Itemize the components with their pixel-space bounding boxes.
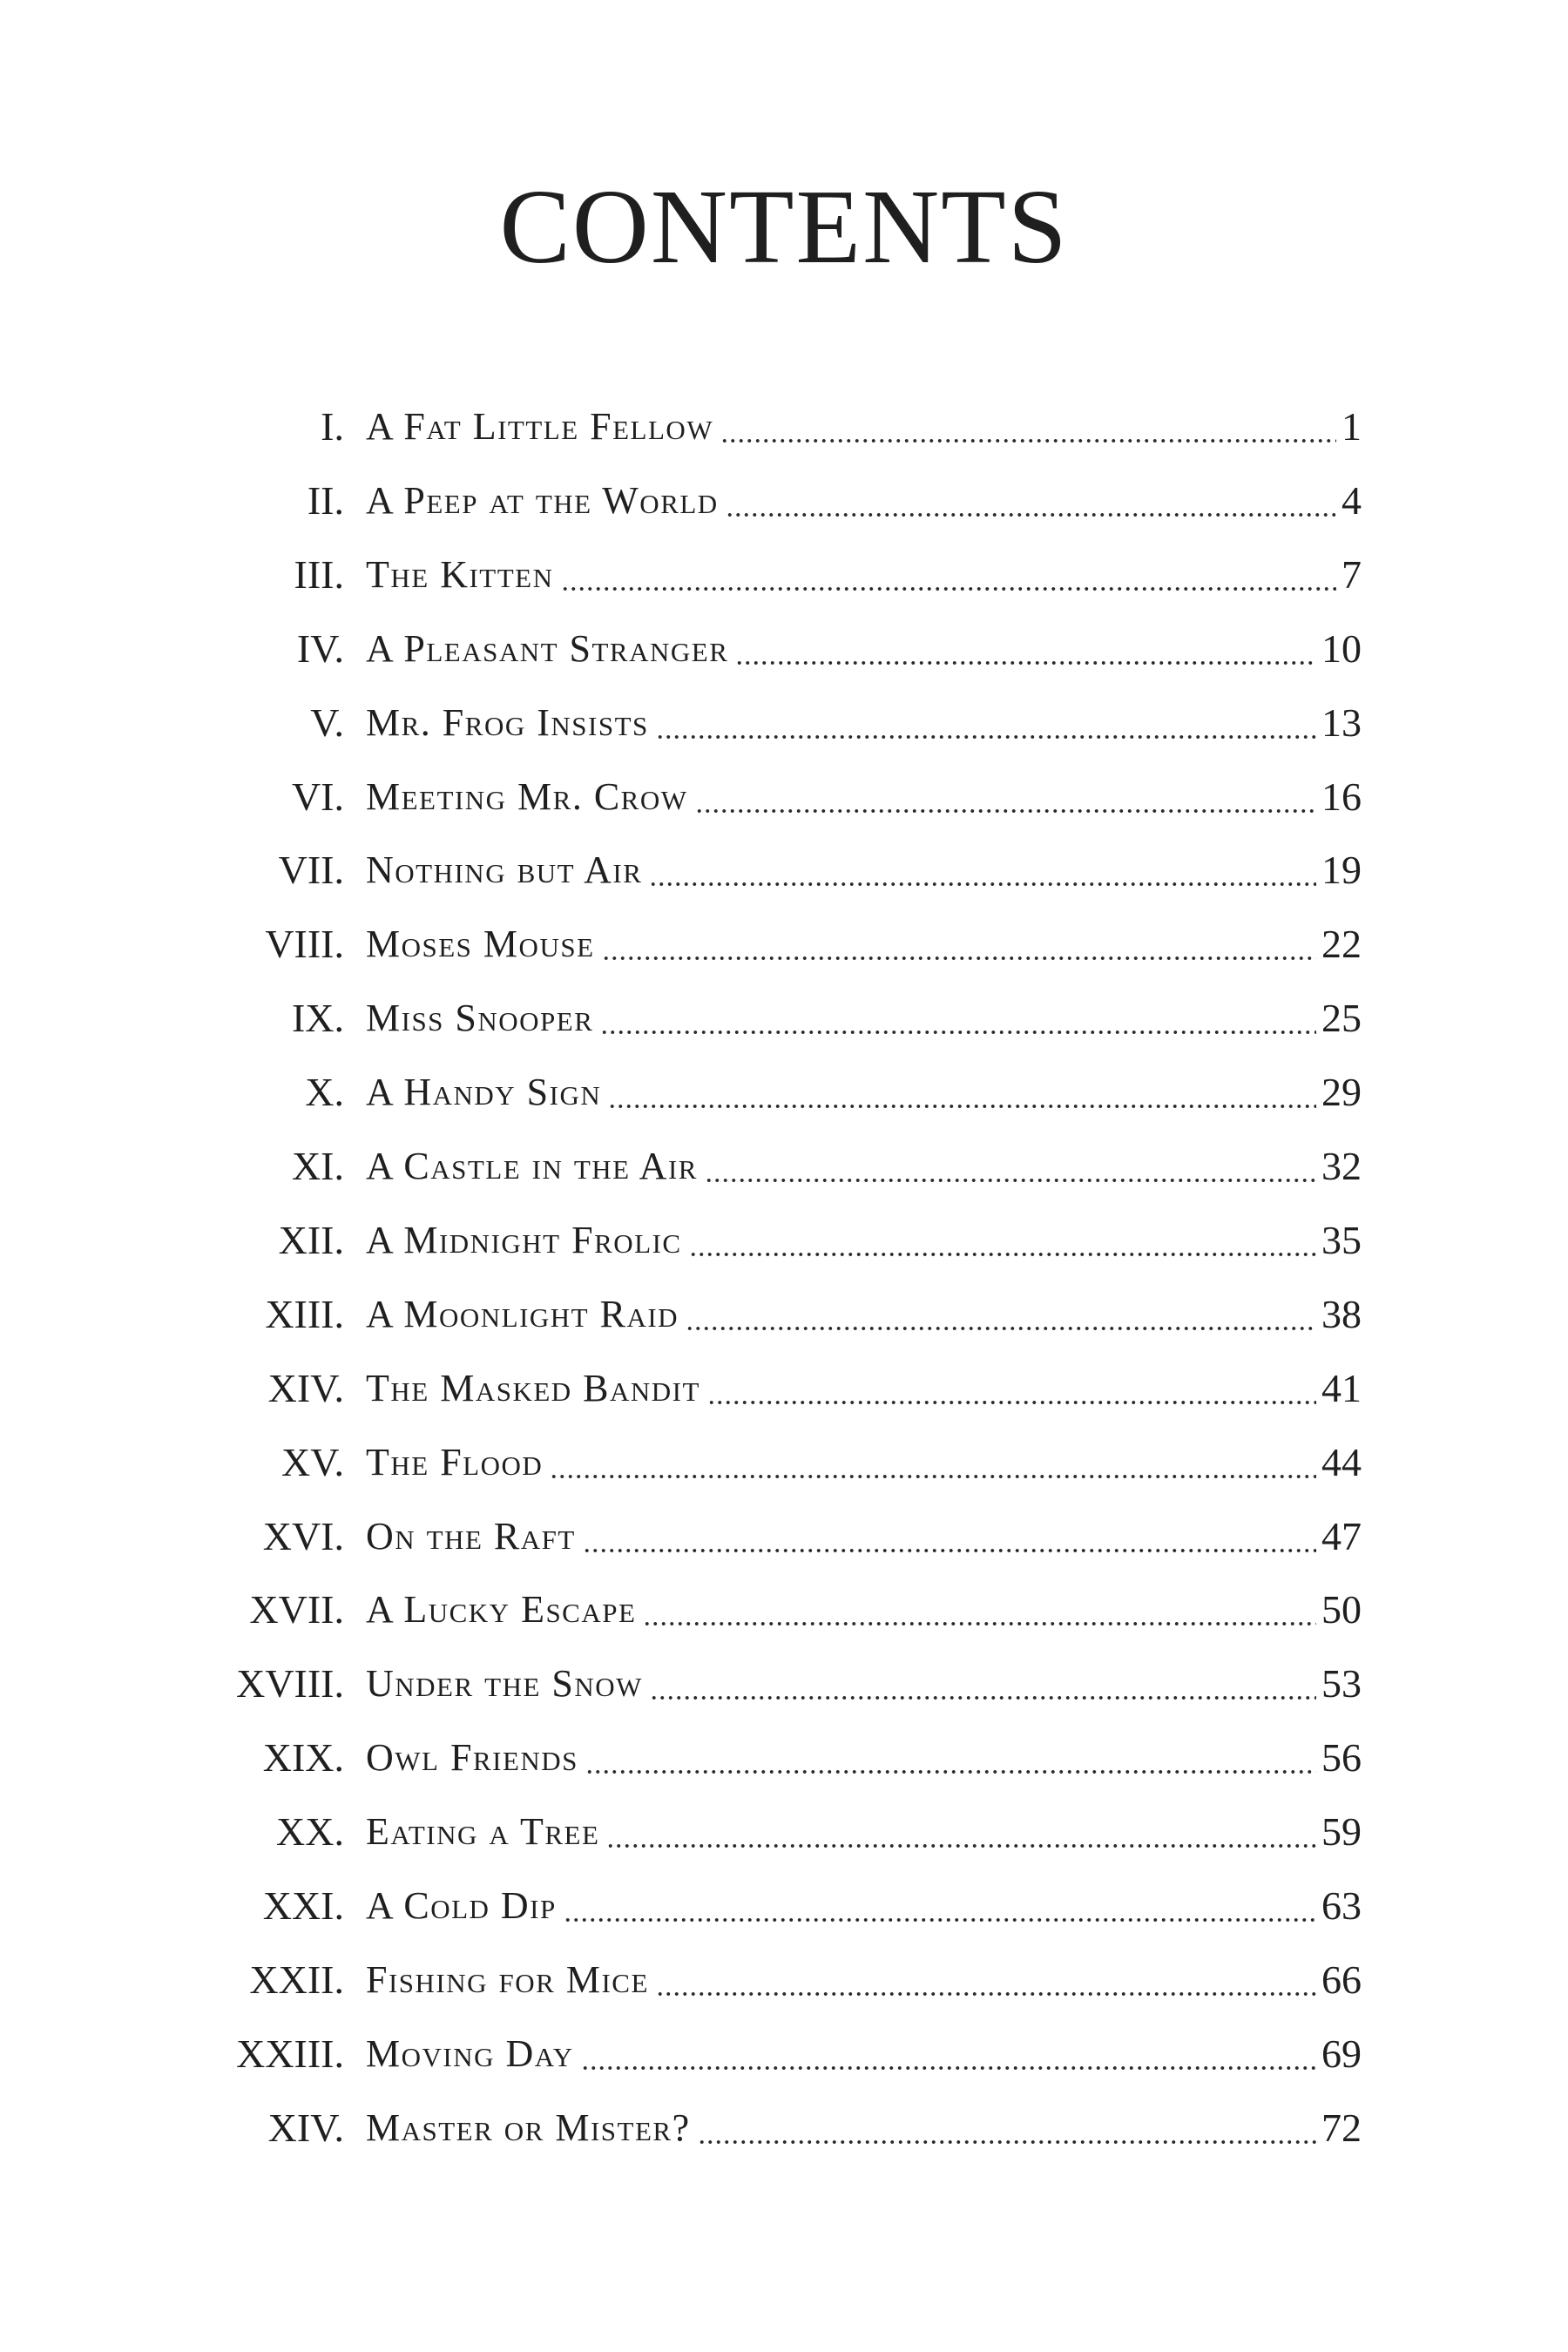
- toc-entry[interactable]: [0, 2100, 1568, 2173]
- toc-entry[interactable]: [0, 1361, 1568, 1434]
- chapter-number: XV.: [280, 1439, 344, 1484]
- toc-entry-line: [366, 1730, 1362, 1786]
- toc-entry-line: [366, 399, 1362, 455]
- toc-entry[interactable]: [0, 990, 1568, 1064]
- toc-entry-line: [366, 473, 1362, 529]
- chapter-number: XVII.: [249, 1587, 344, 1632]
- chapter-number: X.: [305, 1070, 344, 1115]
- page-number: 13: [1321, 700, 1362, 745]
- toc-entry[interactable]: [0, 1064, 1568, 1138]
- toc-entry[interactable]: [0, 1730, 1568, 1803]
- page-number: 69: [1321, 2031, 1362, 2076]
- chapter-number: VII.: [278, 848, 344, 893]
- page-number: 53: [1321, 1661, 1362, 1707]
- toc-entry[interactable]: [0, 1213, 1568, 1286]
- toc-entry[interactable]: [0, 1287, 1568, 1360]
- chapter-number: XVI.: [262, 1513, 344, 1558]
- toc-entry-line: [366, 621, 1362, 677]
- page-number: 19: [1321, 848, 1362, 893]
- chapter-title[interactable]: Meeting Mr. Crow: [366, 774, 688, 818]
- chapter-title[interactable]: A Pleasant Stranger: [366, 626, 729, 670]
- chapter-title[interactable]: Under the Snow: [366, 1662, 643, 1706]
- dot-leader: [643, 1582, 1316, 1638]
- chapter-title[interactable]: A Peep at the World: [366, 478, 719, 522]
- toc-entry-line: [366, 1139, 1362, 1194]
- toc-entry[interactable]: [0, 695, 1568, 768]
- dot-leader: [550, 1435, 1316, 1490]
- dot-leader: [705, 1139, 1316, 1194]
- dot-leader: [689, 1213, 1316, 1268]
- toc-entry-line: [366, 1878, 1362, 1934]
- chapter-number: XII.: [278, 1217, 344, 1262]
- toc-entry-line: [366, 1213, 1362, 1268]
- dot-leader: [656, 1952, 1316, 2008]
- chapter-number: V.: [310, 700, 344, 745]
- chapter-title[interactable]: Moving Day: [366, 2031, 574, 2075]
- toc-entry[interactable]: [0, 547, 1568, 620]
- page-number: 7: [1342, 551, 1362, 597]
- chapter-number: XIV.: [267, 1365, 344, 1410]
- chapter-number: XIV.: [267, 2105, 344, 2150]
- chapter-title[interactable]: Eating a Tree: [366, 1810, 600, 1854]
- toc-entry[interactable]: [0, 842, 1568, 916]
- toc-entry-line: [366, 1509, 1362, 1565]
- toc-entry-line: [366, 1287, 1362, 1342]
- toc-entry-line: [366, 1952, 1362, 2008]
- toc-entry[interactable]: [0, 1656, 1568, 1729]
- dot-leader: [581, 2026, 1316, 2082]
- toc-entry[interactable]: [0, 1582, 1568, 1655]
- chapter-number: IV.: [296, 625, 344, 671]
- chapter-title[interactable]: Nothing but Air: [366, 848, 643, 892]
- dot-leader: [726, 473, 1336, 529]
- toc-entry[interactable]: [0, 1878, 1568, 1951]
- chapter-number: III.: [294, 551, 344, 597]
- chapter-title[interactable]: A Midnight Frolic: [366, 1218, 682, 1261]
- toc-entry-line: [366, 547, 1362, 603]
- dot-leader: [564, 1878, 1316, 1934]
- page-number: 22: [1321, 922, 1362, 967]
- dot-leader: [649, 842, 1316, 898]
- toc-entry-line: [366, 1361, 1362, 1416]
- toc-entry-line: [366, 990, 1362, 1046]
- chapter-title[interactable]: A Cold Dip: [366, 1884, 557, 1927]
- chapter-number: XIII.: [265, 1291, 344, 1336]
- dot-leader: [698, 2100, 1316, 2156]
- chapter-number: VI.: [291, 774, 344, 819]
- chapter-number: XX.: [276, 1809, 344, 1855]
- chapter-title[interactable]: A Handy Sign: [366, 1071, 602, 1114]
- chapter-number: XI.: [291, 1144, 344, 1188]
- toc-entry-line: [366, 916, 1362, 972]
- chapter-title[interactable]: A Castle in the Air: [366, 1145, 698, 1187]
- toc-entry[interactable]: [0, 473, 1568, 546]
- page-number: 44: [1321, 1439, 1362, 1484]
- chapter-title[interactable]: Fishing for Mice: [366, 1957, 649, 2001]
- toc-entry[interactable]: [0, 1435, 1568, 1508]
- page-number: 25: [1321, 996, 1362, 1041]
- toc-entry-line: [366, 1435, 1362, 1490]
- toc-entry-line: [366, 842, 1362, 898]
- dot-leader: [656, 695, 1316, 751]
- chapter-title[interactable]: Owl Friends: [366, 1736, 578, 1780]
- chapter-number: II.: [307, 477, 344, 523]
- chapter-number: XXII.: [249, 1957, 344, 2002]
- dot-leader: [735, 621, 1316, 677]
- toc-entry[interactable]: [0, 916, 1568, 990]
- toc-entry[interactable]: [0, 399, 1568, 472]
- chapter-title[interactable]: Master or Mister?: [366, 2105, 691, 2149]
- chapter-number: XXI.: [262, 1883, 344, 1928]
- dot-leader: [561, 547, 1337, 603]
- page-number: 50: [1321, 1587, 1362, 1632]
- chapter-title[interactable]: Miss Snooper: [366, 997, 594, 1040]
- page-number: 59: [1321, 1809, 1362, 1855]
- page-number: 47: [1321, 1513, 1362, 1558]
- page-number: 38: [1321, 1291, 1362, 1336]
- dot-leader: [600, 990, 1316, 1046]
- chapter-title[interactable]: The Masked Bandit: [366, 1366, 700, 1409]
- toc-entry-line: [366, 1656, 1362, 1712]
- chapter-number: IX.: [291, 996, 344, 1041]
- chapter-title[interactable]: A Lucky Escape: [366, 1588, 637, 1632]
- toc-entry-line: [366, 2026, 1362, 2082]
- page-number: 56: [1321, 1735, 1362, 1781]
- chapter-title[interactable]: Moses Mouse: [366, 923, 595, 966]
- dot-leader: [583, 1509, 1316, 1565]
- dot-leader: [707, 1361, 1316, 1416]
- dot-leader: [720, 399, 1336, 455]
- chapter-number: VIII.: [265, 922, 344, 967]
- page-number: 16: [1321, 774, 1362, 819]
- chapter-number: XVIII.: [236, 1661, 344, 1707]
- page-number: 4: [1342, 477, 1362, 523]
- page-number: 63: [1321, 1883, 1362, 1928]
- dot-leader: [602, 916, 1316, 972]
- dot-leader: [585, 1730, 1316, 1786]
- page-number: 29: [1321, 1070, 1362, 1115]
- chapter-title[interactable]: On the Raft: [366, 1514, 576, 1558]
- chapter-title[interactable]: The Kitten: [366, 552, 554, 596]
- toc-entry-line: [366, 2100, 1362, 2156]
- toc-entry-line: [366, 695, 1362, 751]
- toc-entry-line: [366, 1064, 1362, 1120]
- page-number: 32: [1321, 1144, 1362, 1188]
- toc-entry-line: [366, 769, 1362, 825]
- toc-entry[interactable]: [0, 2026, 1568, 2099]
- chapter-number: XXIII.: [236, 2031, 344, 2076]
- chapter-number: I.: [321, 404, 344, 449]
- dot-leader: [650, 1656, 1316, 1712]
- page-number: 41: [1321, 1365, 1362, 1410]
- page-number: 1: [1342, 404, 1362, 449]
- toc-entry[interactable]: [0, 1952, 1568, 2025]
- page-number: 66: [1321, 1957, 1362, 2002]
- toc-entry-line: [366, 1804, 1362, 1860]
- page-number: 10: [1321, 625, 1362, 671]
- dot-leader: [606, 1804, 1316, 1860]
- dot-leader: [686, 1287, 1316, 1342]
- chapter-title[interactable]: The Flood: [366, 1440, 544, 1484]
- page-number: 72: [1321, 2105, 1362, 2150]
- page-number: 35: [1321, 1217, 1362, 1262]
- toc-entry[interactable]: [0, 621, 1568, 694]
- toc-entry[interactable]: [0, 1804, 1568, 1877]
- toc-entry[interactable]: [0, 1509, 1568, 1582]
- chapter-title[interactable]: Mr. Frog Insists: [366, 700, 649, 744]
- toc-entry-line: [366, 1582, 1362, 1638]
- toc-entry[interactable]: [0, 769, 1568, 842]
- toc-entry[interactable]: [0, 1139, 1568, 1212]
- chapter-title[interactable]: A Moonlight Raid: [366, 1292, 679, 1335]
- page-title: CONTENTS: [499, 168, 1069, 286]
- dot-leader: [695, 769, 1317, 825]
- chapter-title[interactable]: A Fat Little Fellow: [366, 405, 714, 448]
- dot-leader: [608, 1064, 1316, 1120]
- chapter-number: XIX.: [262, 1735, 344, 1781]
